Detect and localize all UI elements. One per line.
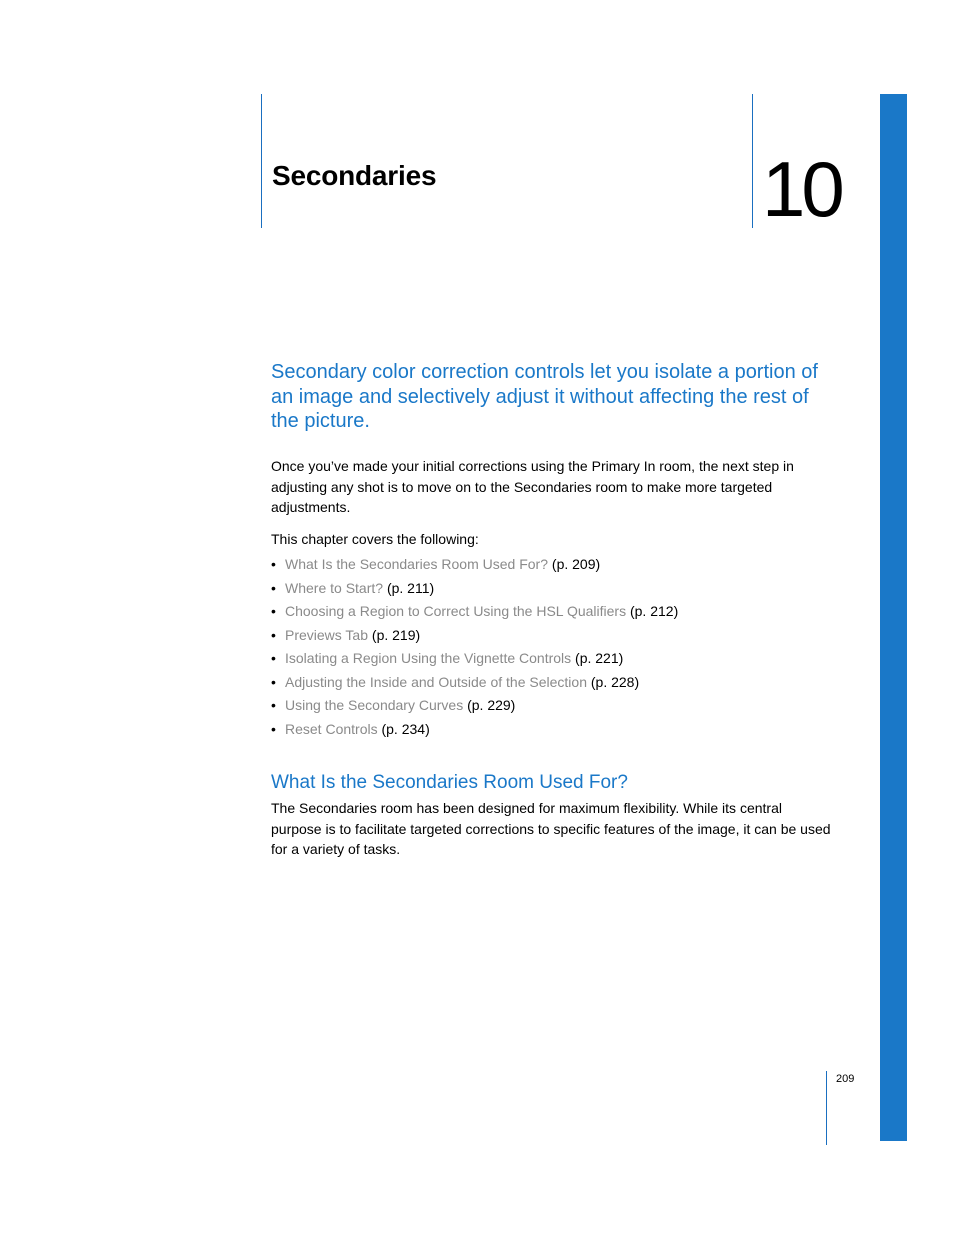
title-rule-left xyxy=(261,94,262,228)
toc-intro: This chapter covers the following: xyxy=(271,531,479,547)
toc-link[interactable]: Using the Secondary Curves xyxy=(285,697,464,713)
toc-item: • Isolating a Region Using the Vignette Controls (p. 221) xyxy=(271,650,624,666)
toc-link[interactable]: Previews Tab xyxy=(285,626,369,643)
toc-page: (p. 229) xyxy=(467,697,516,713)
toc-link[interactable]: What Is the Secondaries Room Used For? xyxy=(285,556,549,572)
toc-page: (p. 211) xyxy=(386,579,435,596)
toc-item: • Adjusting the Inside and Outside of the Selection (p. 228) xyxy=(271,673,640,690)
chapter-contents-list xyxy=(271,553,678,741)
toc-item: • Choosing a Region to Correct Using the HSL Qualifiers (p. 212) xyxy=(271,603,679,619)
toc-page: (p. 209) xyxy=(551,556,601,572)
chapter-intro: Secondary color correction controls let you isolate a portion of an image and selectively adjust it without affecting the rest of the picture. xyxy=(271,361,818,432)
chapter-title: Secondaries xyxy=(272,160,437,191)
chapter-tab-bar xyxy=(880,94,907,1141)
toc-item: • Using the Secondary Curves (p. 229) xyxy=(271,697,516,713)
section-body: The Secondaries room has been designed for maximum flexibility. While its central purpose is to facilitate targeted corrections to specific features of the image, it can be used for a variety of tasks. xyxy=(271,800,831,857)
toc-link[interactable]: Reset Controls xyxy=(285,720,378,737)
chapter-number: 10 xyxy=(762,145,841,233)
toc-link[interactable]: Choosing a Region to Correct Using the HSL Qualifiers xyxy=(285,603,627,619)
toc-item: • Where to Start? (p. 211) xyxy=(271,579,435,596)
toc-page: (p. 221) xyxy=(575,650,624,666)
toc-page: (p. 219) xyxy=(371,626,421,643)
toc-page: (p. 234) xyxy=(381,720,430,737)
toc-page: (p. 212) xyxy=(629,603,679,619)
toc-item: • What Is the Secondaries Room Used For? (p. 209) xyxy=(271,556,601,572)
toc-page: (p. 228) xyxy=(590,673,640,690)
intro-paragraph: Once you’ve made your initial corrections using the Primary In room, the next step in adjusting any shot is to move on to the Secondaries room to make more targeted adjustments. xyxy=(271,458,794,515)
toc-item: • Reset Controls (p. 234) xyxy=(271,720,430,737)
title-rule-right xyxy=(752,94,753,228)
toc-link[interactable]: Adjusting the Inside and Outside of the Selection xyxy=(285,673,587,690)
section-heading: What Is the Secondaries Room Used For? xyxy=(271,772,628,793)
toc-link[interactable]: Isolating a Region Using the Vignette Controls xyxy=(285,650,572,666)
toc-link[interactable]: Where to Start? xyxy=(285,579,384,596)
page-number: 209 xyxy=(836,1073,855,1085)
page-number-rule xyxy=(826,1071,827,1145)
toc-item: • Previews Tab (p. 219) xyxy=(271,626,421,643)
